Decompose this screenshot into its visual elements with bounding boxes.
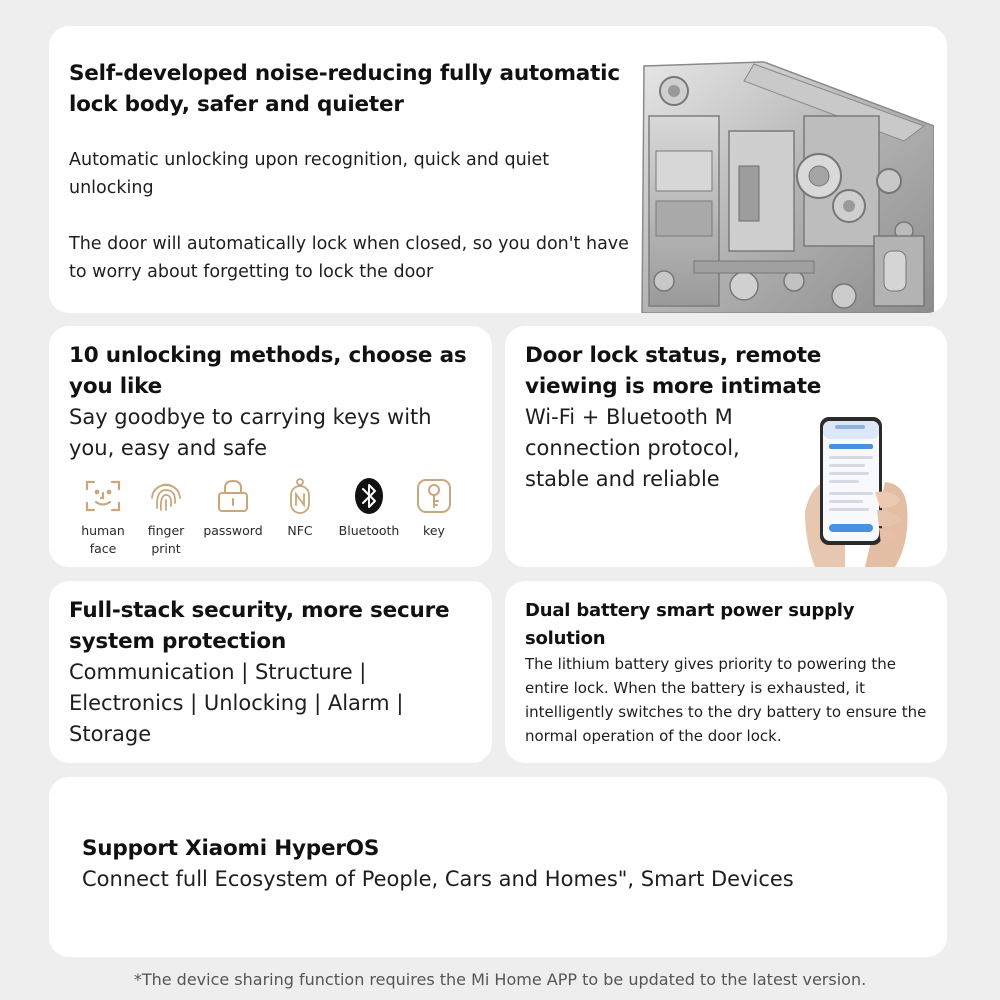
unlocking-methods-subtitle: Say goodbye to carrying keys with you, easy and safe [69, 405, 432, 460]
unlocking-methods-title: 10 unlocking methods, choose as you like [69, 343, 467, 399]
lock-body-paragraph-1: Automatic unlocking upon recognition, quick and quiet unlocking [69, 150, 550, 198]
face-recognition-icon [83, 476, 123, 516]
hyperos-subtitle: Connect full Ecosystem of People, Cars and Homes", Smart Devices [82, 867, 794, 891]
fingerprint-icon [146, 476, 186, 516]
padlock-icon [213, 476, 253, 516]
hyperos-card [49, 777, 947, 957]
bluetooth-icon [349, 476, 389, 516]
lock-body-title: Self-developed noise-reducing fully automatic lock body, safer and quieter [69, 61, 620, 117]
method-fingerprint [146, 476, 186, 558]
hyperos-title: Support Xiaomi HyperOS [82, 836, 380, 861]
method-label: NFC [287, 523, 313, 538]
footnote: *The device sharing function requires the Mi Home APP to be updated to the latest version. [133, 970, 867, 989]
phone-in-hand-icon [805, 412, 920, 567]
method-label: human face [81, 523, 125, 556]
unlocking-methods-card [49, 326, 492, 567]
method-label: finger print [147, 523, 185, 556]
method-key [414, 476, 454, 540]
method-password [199, 476, 267, 540]
door-lock-status-title: Door lock status, remote viewing is more intimate [525, 343, 822, 399]
battery-card [505, 581, 947, 763]
battery-description: The lithium battery gives priority to powering the entire lock. When the battery is exhausted, it intelligently switches to the dry battery to ensure the normal operation of the door lock. [525, 655, 927, 745]
method-bluetooth [334, 476, 404, 540]
door-lock-status-subtitle: Wi-Fi + Bluetooth M connection protocol, stable and reliable [525, 405, 740, 491]
method-nfc [278, 476, 322, 540]
battery-title: Dual battery smart power supply solution [525, 600, 855, 649]
nfc-tag-icon [280, 476, 320, 516]
security-card [49, 581, 492, 763]
method-human-face [69, 476, 137, 558]
lock-body-mechanism-icon [634, 56, 934, 313]
method-label: key [423, 523, 445, 538]
lock-body-paragraph-2: The door will automatically lock when closed, so you don't have to worry about forgetting to lock the door [69, 234, 629, 282]
method-label: password [203, 523, 263, 538]
key-icon [414, 476, 454, 516]
method-label: Bluetooth [338, 523, 400, 538]
lock-body-card [49, 26, 947, 313]
unlocking-methods-list [69, 476, 479, 556]
security-title: Full-stack security, more secure system protection [69, 598, 450, 654]
door-lock-status-card [505, 326, 947, 567]
security-subtitle: Communication | Structure | Electronics | Unlocking | Alarm | Storage [69, 660, 404, 746]
